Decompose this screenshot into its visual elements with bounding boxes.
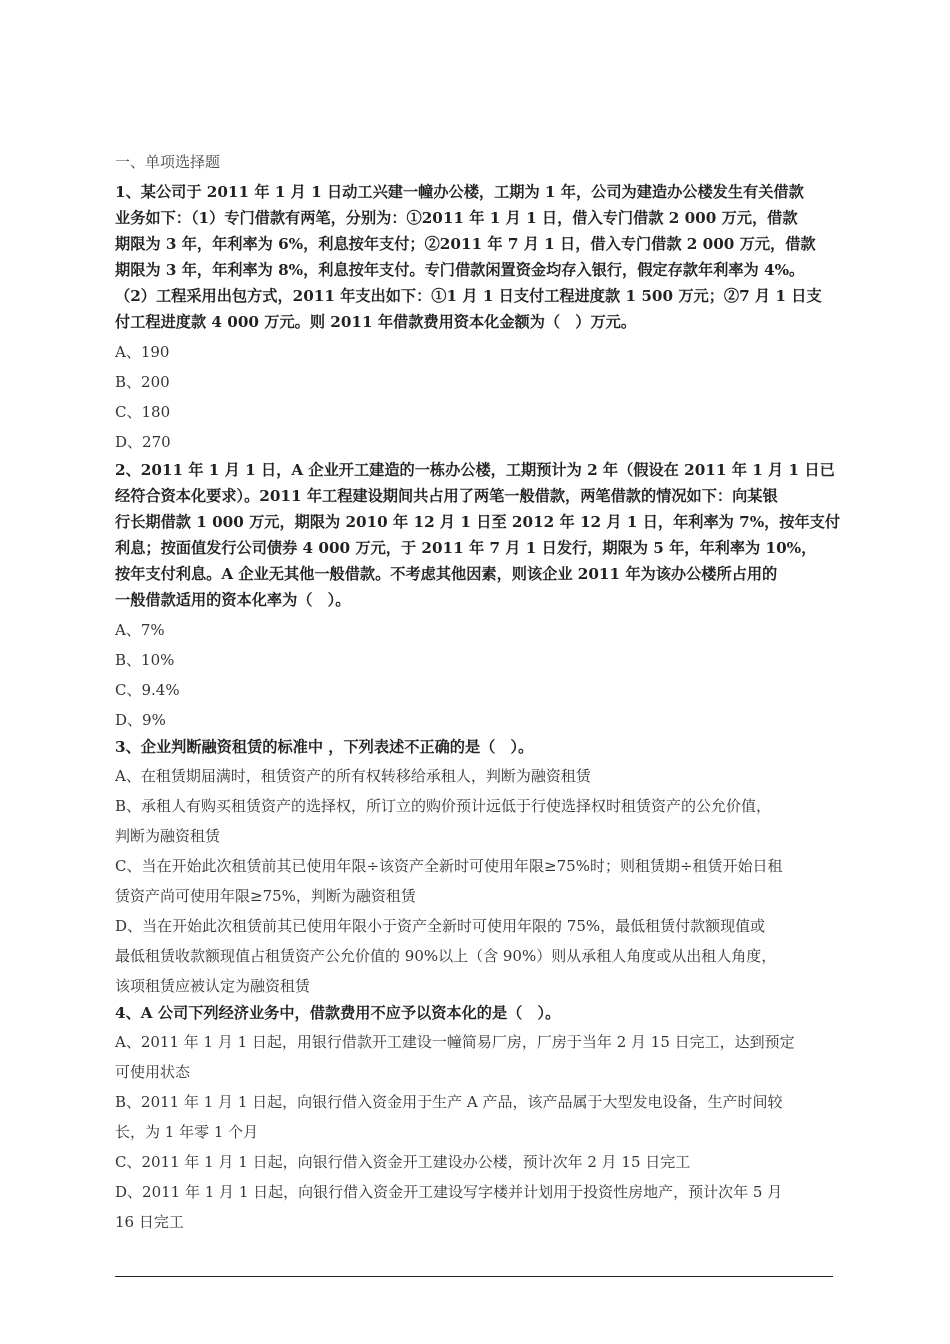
question-2-option-c: C、9.4% <box>115 681 180 699</box>
question-2-option-d: D、9% <box>115 711 166 729</box>
question-1-line: 1、某公司于 2011 年 1 月 1 日动工兴建一幢办公楼，工期为 1 年，公司为建造办公楼发生有关借款 <box>115 183 804 201</box>
question-2-line: 利息；按面值发行公司债券 4 000 万元，于 2011 年 7 月 1 日发行，期限为 5 年，年利率为 10%， <box>115 539 817 557</box>
question-2-option-a: A、7% <box>115 621 165 639</box>
question-1-line: （2）工程采用出包方式，2011 年支出如下：①1 月 1 日支付工程进度款 1 500 万元；②7 月 1 日支 <box>115 287 822 305</box>
question-2-line: 一般借款适用的资本化率为（ ）。 <box>115 591 351 609</box>
question-1-option-c: C、180 <box>115 403 171 421</box>
question-4-option-a: A、2011 年 1 月 1 日起，用银行借款开工建设一幢简易厂房，厂房于当年 2 月 15 日完工，达到预定 <box>115 1033 795 1051</box>
question-1-option-b: B、200 <box>115 373 170 391</box>
question-3-option-c-cont: 赁资产尚可使用年限≥75%，判断为融资租赁 <box>115 887 416 905</box>
question-3-option-b-cont: 判断为融资租赁 <box>115 827 221 845</box>
question-3-option-d-cont: 该项租赁应被认定为融资租赁 <box>115 977 311 995</box>
question-4-line: 4、A 公司下列经济业务中，借款费用不应予以资本化的是（ ）。 <box>115 1004 561 1022</box>
question-4-option-d-cont: 16 日完工 <box>115 1213 184 1231</box>
question-3-line: 3、企业判断融资租赁的标准中 ，下列表述不正确的是（ ）。 <box>115 738 534 756</box>
question-3-option-d: D、当在开始此次租赁前其已使用年限小于资产全新时可使用年限的 75%，最低租赁付款额现值或 <box>115 917 766 935</box>
question-4-option-b: B、2011 年 1 月 1 日起，向银行借入资金用于生产 A 产品，该产品属于大型发电设备，生产时间较 <box>115 1093 783 1111</box>
question-1-line: 期限为 3 年，年利率为 6%，利息按年支付；②2011 年 7 月 1 日，借入专门借款 2 000 万元，借款 <box>115 235 816 253</box>
question-2-line: 2、2011 年 1 月 1 日，A 企业开工建造的一栋办公楼，工期预计为 2 年（假设在 2011 年 1 月 1 日已 <box>115 461 835 479</box>
question-1-option-a: A、190 <box>115 343 170 361</box>
question-3-option-b: B、承租人有购买租赁资产的选择权，所订立的购价预计远低于行使选择权时租赁资产的公允价值， <box>115 797 772 815</box>
question-2-option-b: B、10% <box>115 651 175 669</box>
question-3-option-a: A、在租赁期届满时，租赁资产的所有权转移给承租人，判断为融资租赁 <box>115 767 591 785</box>
question-3-option-d-cont: 最低租赁收款额现值占租赁资产公允价值的 90%以上（含 90%）则从承租人角度或从出租人角度， <box>115 947 777 965</box>
question-1-line: 业务如下：（1）专门借款有两笔，分别为：①2011 年 1 月 1 日，借入专门借款 2 000 万元，借款 <box>115 209 798 227</box>
question-3-option-c: C、当在开始此次租赁前其已使用年限÷该资产全新时可使用年限≥75%时；则租赁期÷租赁开始日租 <box>115 857 783 875</box>
question-4-option-c: C、2011 年 1 月 1 日起，向银行借入资金开工建设办公楼，预计次年 2 月 15 日完工 <box>115 1153 691 1171</box>
question-1-option-d: D、270 <box>115 433 171 451</box>
question-2-line: 经符合资本化要求）。2011 年工程建设期间共占用了两笔一般借款，两笔借款的情况如下：向某银 <box>115 487 778 505</box>
footer-rule <box>115 1276 833 1277</box>
question-4-option-b-cont: 长，为 1 年零 1 个月 <box>115 1123 259 1141</box>
question-2-line: 按年支付利息。A 企业无其他一般借款。不考虑其他因素，则该企业 2011 年为该办公楼所占用的 <box>115 565 778 583</box>
question-4-option-d: D、2011 年 1 月 1 日起，向银行借入资金开工建设写字楼并计划用于投资性房地产，预计次年 5 月 <box>115 1183 783 1201</box>
question-1-line: 期限为 3 年，年利率为 8%，利息按年支付。专门借款闲置资金均存入银行，假定存款年利率为 4%。 <box>115 261 805 279</box>
question-4-option-a-cont: 可使用状态 <box>115 1063 191 1081</box>
question-2-line: 行长期借款 1 000 万元，期限为 2010 年 12 月 1 日至 2012 年 12 月 1 日，年利率为 7%，按年支付 <box>115 513 841 531</box>
question-1-line: 付工程进度款 4 000 万元。则 2011 年借款费用资本化金额为（ ）万元。 <box>115 313 637 331</box>
section-title: 一、单项选择题 <box>115 153 221 171</box>
